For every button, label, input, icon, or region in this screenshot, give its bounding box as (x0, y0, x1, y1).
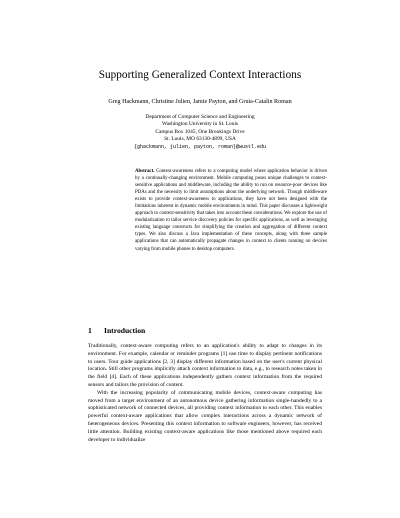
affiliation-block (0, 114, 400, 151)
body-paragraph: Traditionally, context-aware computing refers to an application's ability to adapt to changes in its environment. For example, calendar or reminder programs [1] use time to display pertinent notifications to users. Tour guide applications [2, 3] display different information based on the user's current physical location. Still other programs implicitly attach context information to data, e.g., to research notes taken in the field [4]. Each of these applications independently gathers context information from the required sensors and tailors the provision of content. (88, 343, 322, 388)
affiliation-line: Department of Computer Science and Engineering (145, 114, 255, 120)
body-text (88, 343, 322, 444)
abstract-label: Abstract. (135, 169, 155, 174)
section-number: 1 (88, 326, 92, 335)
section-title: Introduction (104, 326, 146, 335)
body-paragraph: With the increasing popularity of communicating mobile devices, context-aware computing has moved from a target environment of an autonomous device gathering information single-handedly to a sophisticated network of connected devices, all providing context information to each other. This enables powerful context-aware applications that allow complex interactions across a dynamic network of heterogeneous devices. Presenting this context information to software engineers, however, has received little attention. Building existing context-aware applications like those mentioned above required each developer to individualize (88, 389, 322, 443)
abstract (135, 168, 327, 253)
abstract-paragraph (135, 168, 327, 253)
abstract-text: Context-awareness refers to a computing model where application behavior is driven by a continually-changing environment. Mobile computing poses unique challenges to context-sensitive applications and middleware, including the ability to run on resource-poor devices like PDAs and the necessity to limit assumptions about the underlying network. Though middleware exists to provide context-awareness to applications, they have not been designed with the limitations inherent in dynamic mobile environments in mind. This paper discusses a lightweight approach to context-sensitivity that takes into account these considerations. We explore the use of modularization to tailor service discovery policies for specific applications, as well as leveraging existing language constructs for simplifying the creation and aggregation of different context types. We also discuss a Java implementation of these concepts, along with three sample applications that can automatically propagate changes in context to clients running on devices varying from mobile phones to desktop computers. (135, 169, 327, 252)
section-heading (88, 326, 145, 335)
author-emails: {ghackmann, julien, payton, roman}@wustl.edu (133, 143, 267, 150)
author-list: Greg Hackmann, Christine Julien, Jamie Payton, and Gruia-Catalin Roman (108, 99, 292, 105)
affiliation-line: Campus Box 1045, One Brookings Drive (155, 128, 245, 135)
paper-title: Supporting Generalized Context Interactions (98, 69, 302, 81)
affiliation-line: Washington University in St. Louis (161, 121, 239, 128)
affiliation-line: St. Louis, MO 63130-4899, USA (164, 136, 236, 143)
